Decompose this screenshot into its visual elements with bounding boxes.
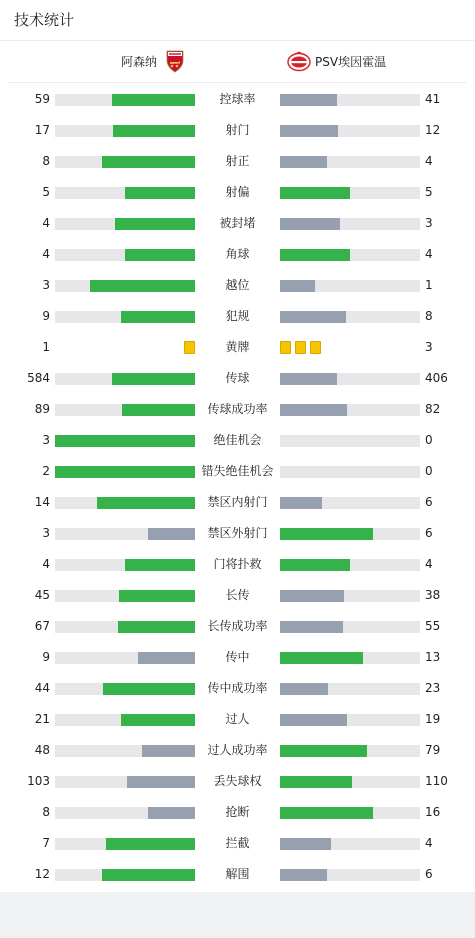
home-bar — [125, 187, 195, 199]
home-yellow-cards — [184, 341, 195, 354]
home-bar — [142, 745, 195, 757]
away-value: 3 — [425, 340, 433, 354]
home-bar-track — [55, 838, 195, 850]
stat-row — [0, 797, 475, 828]
home-bar-track — [55, 652, 195, 664]
home-value: 4 — [42, 557, 50, 571]
away-bar-track — [280, 807, 420, 819]
stat-row — [0, 425, 475, 456]
home-bar-track — [55, 683, 195, 695]
away-value: 8 — [425, 309, 433, 323]
away-value: 79 — [425, 743, 441, 757]
home-bar — [118, 621, 195, 633]
away-value: 4 — [425, 154, 433, 168]
stat-row — [0, 363, 475, 394]
stat-label: 传球 — [225, 371, 250, 385]
home-value: 89 — [34, 402, 50, 416]
home-bar — [121, 714, 195, 726]
away-value: 41 — [425, 92, 441, 106]
stat-label: 控球率 — [219, 92, 256, 106]
home-team[interactable] — [121, 49, 187, 73]
home-value: 8 — [42, 805, 50, 819]
stat-row — [0, 332, 475, 363]
stat-label: 传中 — [225, 650, 250, 664]
away-value: 19 — [425, 712, 441, 726]
stat-row — [0, 487, 475, 518]
away-value: 6 — [425, 526, 433, 540]
away-bar-track — [280, 683, 420, 695]
away-bar — [280, 404, 347, 416]
stat-label: 传球成功率 — [207, 402, 268, 416]
stat-row — [0, 828, 475, 859]
home-value: 44 — [34, 681, 50, 695]
stat-row — [0, 115, 475, 146]
home-value: 21 — [34, 712, 50, 726]
away-value: 5 — [425, 185, 433, 199]
away-bar-track — [280, 869, 420, 881]
home-bar-track — [55, 497, 195, 509]
away-value: 16 — [425, 805, 441, 819]
stat-row — [0, 580, 475, 611]
yellow-card-icon — [295, 341, 306, 354]
home-bar — [138, 652, 195, 664]
stat-label: 门将扑救 — [213, 557, 262, 571]
away-bar-track — [280, 497, 420, 509]
home-bar-track — [55, 125, 195, 137]
home-bar — [148, 807, 195, 819]
away-bar-track — [280, 125, 420, 137]
home-bar-track — [55, 94, 195, 106]
home-bar-track — [55, 156, 195, 168]
home-bar — [103, 683, 195, 695]
away-value: 23 — [425, 681, 441, 695]
yellow-card-icon — [310, 341, 321, 354]
home-bar-track — [55, 218, 195, 230]
stat-label: 射正 — [225, 154, 250, 168]
stat-label: 绝佳机会 — [213, 433, 262, 447]
away-bar-track — [280, 528, 420, 540]
home-bar — [122, 404, 195, 416]
home-bar-track — [55, 249, 195, 261]
stat-label: 角球 — [225, 247, 250, 261]
stat-label: 抢断 — [225, 805, 250, 819]
home-bar-track — [55, 187, 195, 199]
away-bar-track — [280, 249, 420, 261]
home-bar-track — [55, 559, 195, 571]
stat-row — [0, 301, 475, 332]
away-bar — [280, 156, 327, 168]
stat-label: 射门 — [225, 123, 250, 137]
away-bar — [280, 807, 373, 819]
stat-row — [0, 239, 475, 270]
away-bar — [280, 838, 331, 850]
home-bar-track — [55, 404, 195, 416]
away-bar — [280, 869, 327, 881]
away-bar-track — [280, 187, 420, 199]
home-value: 103 — [27, 774, 50, 788]
away-bar — [280, 683, 328, 695]
stat-label: 长传成功率 — [207, 619, 268, 633]
away-bar-track — [280, 714, 420, 726]
stat-row — [0, 735, 475, 766]
home-bar — [125, 249, 195, 261]
yellow-card-icon — [280, 341, 291, 354]
away-bar-track — [280, 156, 420, 168]
away-bar — [280, 776, 352, 788]
away-value: 406 — [425, 371, 448, 385]
home-bar-track — [55, 590, 195, 602]
away-bar-track — [280, 776, 420, 788]
home-value: 67 — [34, 619, 50, 633]
home-value: 9 — [42, 650, 50, 664]
away-bar — [280, 528, 373, 540]
yellow-card-icon — [184, 341, 195, 354]
home-bar — [115, 218, 195, 230]
stat-label: 丢失球权 — [213, 774, 262, 788]
stat-label: 过人成功率 — [207, 743, 268, 757]
home-value: 48 — [34, 743, 50, 757]
home-value: 2 — [42, 464, 50, 478]
stat-label: 射偏 — [225, 185, 250, 199]
away-bar-track — [280, 621, 420, 633]
stat-row — [0, 394, 475, 425]
away-bar-track — [280, 838, 420, 850]
home-value: 3 — [42, 526, 50, 540]
stat-row — [0, 146, 475, 177]
away-value: 6 — [425, 495, 433, 509]
home-value: 5 — [42, 185, 50, 199]
stat-label: 解围 — [225, 867, 250, 881]
away-bar — [280, 745, 367, 757]
home-value: 584 — [27, 371, 50, 385]
away-value: 55 — [425, 619, 441, 633]
away-bar-track — [280, 404, 420, 416]
away-value: 0 — [425, 464, 433, 478]
home-bar-track — [55, 714, 195, 726]
away-bar — [280, 621, 343, 633]
away-value: 4 — [425, 247, 433, 261]
teams-header — [9, 41, 466, 83]
stat-label: 长传 — [225, 588, 250, 602]
home-value: 4 — [42, 216, 50, 230]
away-bar-track — [280, 435, 420, 447]
away-bar-track — [280, 311, 420, 323]
away-bar-track — [280, 94, 420, 106]
away-value: 4 — [425, 557, 433, 571]
home-value: 14 — [34, 495, 50, 509]
stat-row — [0, 859, 475, 890]
stat-label: 黄牌 — [225, 340, 250, 354]
home-bar-track — [55, 745, 195, 757]
home-bar-track — [55, 869, 195, 881]
stat-label: 犯规 — [225, 309, 250, 323]
away-value: 4 — [425, 836, 433, 850]
stat-row — [0, 84, 475, 115]
home-value: 3 — [42, 278, 50, 292]
away-bar-track — [280, 745, 420, 757]
stat-label: 传中成功率 — [207, 681, 268, 695]
stat-row — [0, 456, 475, 487]
home-value: 59 — [34, 92, 50, 106]
home-value: 9 — [42, 309, 50, 323]
home-bar-track — [55, 311, 195, 323]
home-bar — [112, 94, 195, 106]
home-bar — [55, 466, 195, 478]
home-bar — [102, 156, 195, 168]
away-bar-track — [280, 466, 420, 478]
home-bar-track — [55, 466, 195, 478]
away-value: 110 — [425, 774, 448, 788]
away-value: 0 — [425, 433, 433, 447]
away-value: 38 — [425, 588, 441, 602]
stats-list — [0, 83, 475, 892]
away-team[interactable] — [287, 49, 386, 73]
away-value: 1 — [425, 278, 433, 292]
stat-row — [0, 518, 475, 549]
away-yellow-cards — [280, 341, 321, 354]
away-bar — [280, 311, 346, 323]
away-bar — [280, 249, 350, 261]
away-bar — [280, 94, 337, 106]
stat-label: 禁区内射门 — [207, 495, 268, 509]
stat-label: 越位 — [225, 278, 250, 292]
stat-label: 拦截 — [225, 836, 250, 850]
home-value: 1 — [42, 340, 50, 354]
away-bar-track — [280, 652, 420, 664]
home-bar-track — [55, 807, 195, 819]
away-value: 13 — [425, 650, 441, 664]
stat-row — [0, 673, 475, 704]
away-bar-track — [280, 373, 420, 385]
away-bar — [280, 714, 347, 726]
stat-row — [0, 177, 475, 208]
arsenal-crest-icon — [163, 49, 187, 73]
away-team-name: PSV埃因霍温 — [315, 54, 387, 69]
away-bar — [280, 280, 315, 292]
home-value: 4 — [42, 247, 50, 261]
away-value: 3 — [425, 216, 433, 230]
home-bar-track — [55, 373, 195, 385]
stat-row — [0, 270, 475, 301]
psv-crest-icon — [287, 49, 311, 73]
stat-row — [0, 704, 475, 735]
stat-label: 过人 — [225, 712, 250, 726]
away-bar — [280, 497, 322, 509]
home-bar — [125, 559, 195, 571]
home-bar — [121, 311, 195, 323]
home-bar-track — [55, 621, 195, 633]
stat-row — [0, 549, 475, 580]
page-title: 技术统计 — [0, 0, 475, 41]
home-bar — [148, 528, 195, 540]
stat-row — [0, 642, 475, 673]
stat-label: 被封堵 — [219, 216, 256, 230]
away-bar — [280, 590, 344, 602]
away-bar-track — [280, 280, 420, 292]
away-value: 82 — [425, 402, 441, 416]
away-bar — [280, 187, 350, 199]
away-bar — [280, 218, 340, 230]
home-bar-track — [55, 435, 195, 447]
home-bar — [127, 776, 195, 788]
home-value: 3 — [42, 433, 50, 447]
home-bar — [119, 590, 195, 602]
home-bar — [55, 435, 195, 447]
away-bar-track — [280, 218, 420, 230]
home-bar — [97, 497, 195, 509]
away-value: 12 — [425, 123, 441, 137]
stat-label: 错失绝佳机会 — [201, 464, 274, 478]
away-bar — [280, 373, 337, 385]
away-bar-track — [280, 559, 420, 571]
stat-label: 禁区外射门 — [207, 526, 268, 540]
away-bar — [280, 559, 350, 571]
home-value: 12 — [34, 867, 50, 881]
home-value: 7 — [42, 836, 50, 850]
stat-row — [0, 611, 475, 642]
away-value: 6 — [425, 867, 433, 881]
home-bar — [90, 280, 195, 292]
home-team-name: 阿森纳 — [120, 54, 157, 69]
home-value: 8 — [42, 154, 50, 168]
home-bar — [112, 373, 195, 385]
home-value: 45 — [34, 588, 50, 602]
stat-row — [0, 208, 475, 239]
stat-row — [0, 766, 475, 797]
home-bar — [102, 869, 195, 881]
home-bar-track — [55, 528, 195, 540]
home-value: 17 — [34, 123, 50, 137]
away-bar — [280, 125, 338, 137]
home-bar-track — [55, 280, 195, 292]
home-bar-track — [55, 776, 195, 788]
home-bar — [113, 125, 195, 137]
away-bar — [280, 652, 363, 664]
away-bar-track — [280, 590, 420, 602]
home-bar — [106, 838, 195, 850]
